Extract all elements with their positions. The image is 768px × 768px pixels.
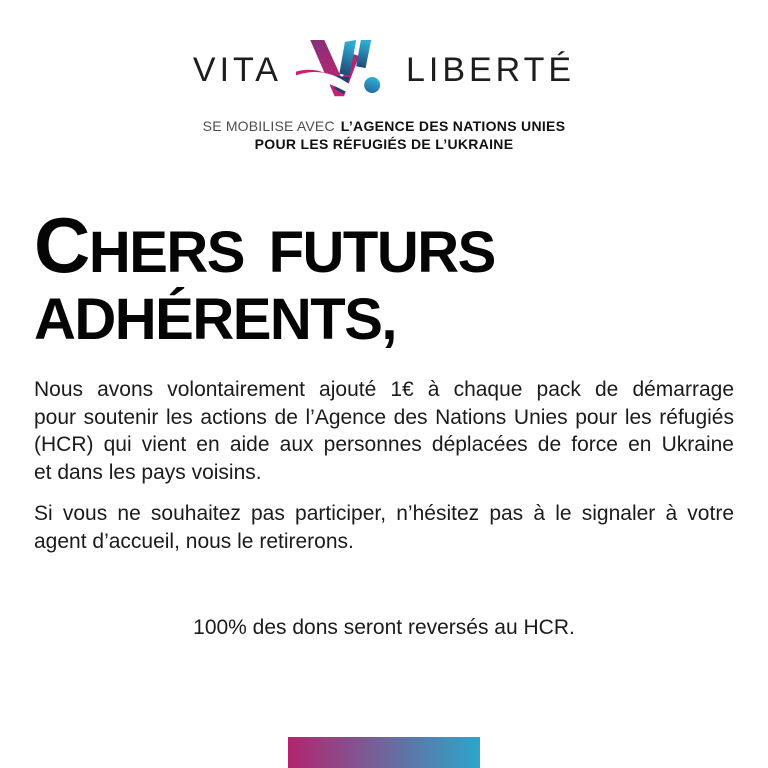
donation-note: 100% des dons seront reversés au HCR. [193, 616, 575, 639]
brand-logo [0, 40, 768, 100]
paragraph2-line1: Si vous ne souhaitez pas participer, n’hésitez pas à le signaler à votre [34, 502, 734, 525]
paragraph1-line4: et dans les pays voisins. [34, 460, 262, 484]
tagline-line1 [0, 117, 768, 135]
tagline-prefix: SE MOBILISE AVEC [202, 118, 335, 134]
tagline-org-line1: L’AGENCE DES NATIONS UNIES [340, 118, 566, 134]
paragraph1-line3: (HCR) qui vient en aide aux personnes déplacées de force en Ukraine [34, 433, 734, 456]
paragraph1-line2: pour soutenir les actions de l’Agence des Nations Unies pour les réfugiés [34, 405, 734, 429]
tagline [0, 117, 768, 153]
paragraph1-line1: Nous avons volontairement ajouté 1€ à chaque pack de démarrage [34, 378, 734, 401]
brand-gradient-bar [288, 737, 480, 768]
page-title-line1 [34, 201, 495, 289]
brand-name-liberte: LIBERTÉ [405, 51, 576, 89]
page-title-dropcap: C [34, 201, 89, 289]
brand-name-vita: VITA [192, 51, 282, 89]
page-title-line1-rest: HERS FUTURS [88, 220, 495, 285]
paragraph-donation-info [34, 376, 734, 486]
paragraph-opt-out-info [34, 500, 734, 555]
page-title-line2: ADHÉRENTS, [34, 287, 397, 352]
tagline-org-line2: POUR LES RÉFUGIÉS DE L’UKRAINE [254, 136, 514, 152]
paragraph2-line2: agent d’accueil, nous le retirerons. [34, 529, 354, 553]
vita-liberte-logo-mark-icon [296, 40, 392, 100]
